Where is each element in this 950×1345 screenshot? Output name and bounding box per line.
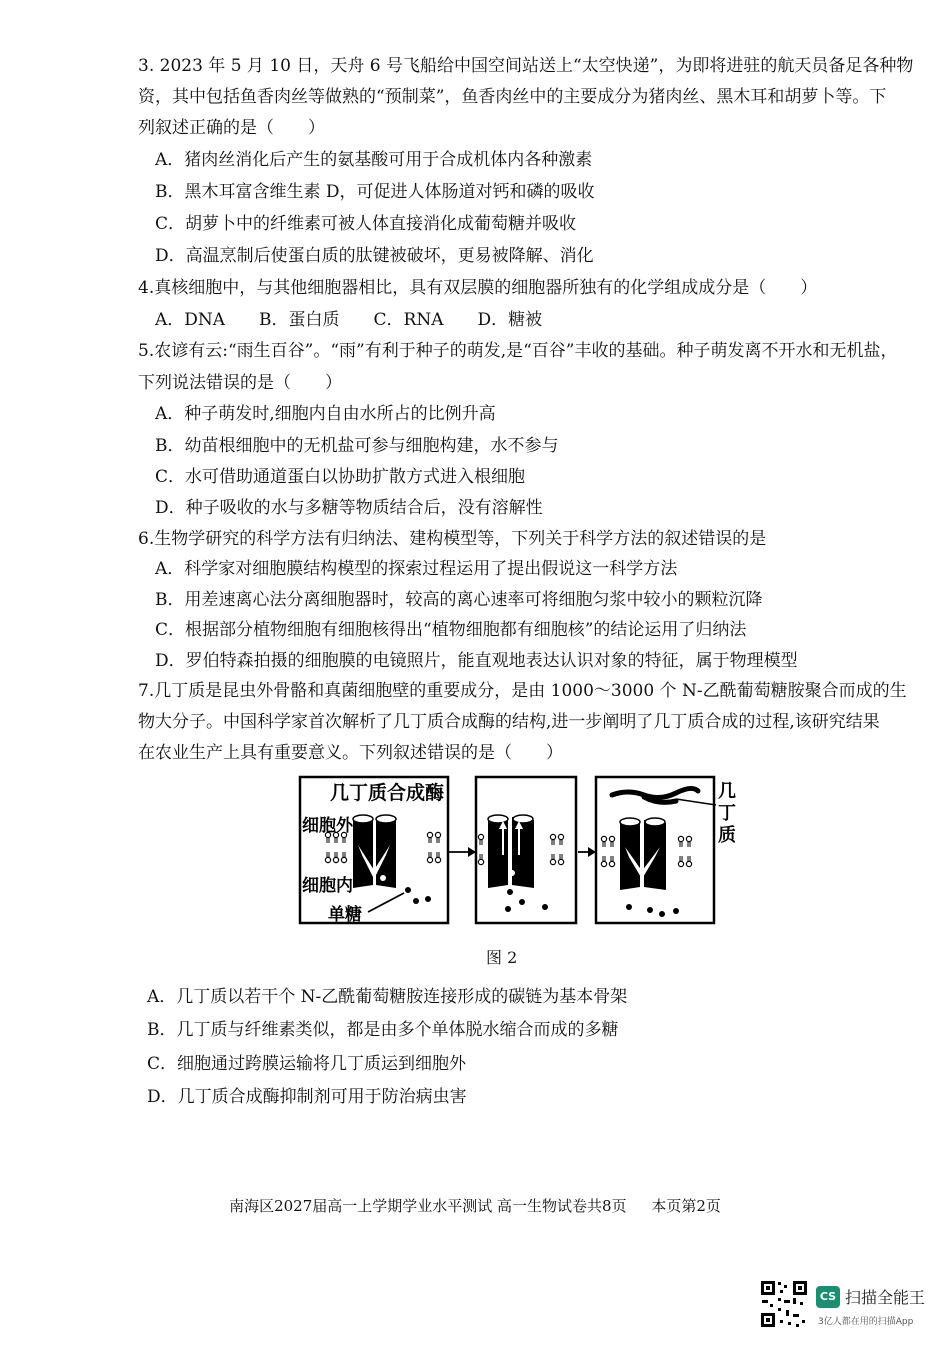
label-chitin-3: 质 xyxy=(718,825,736,846)
q3-option-c: C．胡萝卜中的纤维素可被人体直接消化成葡萄糖并吸收 xyxy=(155,214,577,234)
q3-option-a: A．猪肉丝消化后产生的氨基酸可用于合成机体内各种激素 xyxy=(155,150,593,170)
footer-exam-info: 南海区2027届高一上学期学业水平测试 高一生物试卷共8页 xyxy=(229,1197,627,1215)
q4-options: A．DNA B．蛋白质 C．RNA D．糖被 xyxy=(155,310,543,330)
q3-stem-line-3: 列叙述正确的是（ ） xyxy=(138,118,325,138)
q7-stem-line-2: 物大分子。中国科学家首次解析了几丁质合成酶的结构,进一步阐明了几丁质合成的过程,该研究结果 xyxy=(138,712,880,732)
label-inside: 细胞内 xyxy=(302,876,353,896)
arrow-2 xyxy=(578,847,596,857)
q7-option-d: D．几丁质合成酶抑制剂可用于防治病虫害 xyxy=(147,1087,467,1107)
q3-stem-line-2: 资，其中包括鱼香肉丝等做熟的“预制菜”，鱼香肉丝中的主要成分为猪肉丝、黑木耳和胡萝卜等。下 xyxy=(138,87,887,107)
q5-option-c: C．水可借助通道蛋白以协助扩散方式进入根细胞 xyxy=(155,467,526,487)
q6-option-a: A．科学家对细胞膜结构模型的探索过程运用了提出假说这一科学方法 xyxy=(155,559,678,579)
scanner-logo-icon: CS xyxy=(816,1286,840,1308)
q5-option-a: A．种子萌发时,细胞内自由水所占的比例升高 xyxy=(155,404,496,424)
q6-option-c: C．根据部分植物细胞有细胞核得出“植物细胞都有细胞核”的结论运用了归纳法 xyxy=(155,620,747,640)
label-outside: 细胞外 xyxy=(302,816,353,836)
scanner-tagline: 3亿人都在用的扫描App xyxy=(818,1317,914,1327)
q3-stem-line-1: 3. 2023 年 5 月 10 日，天舟 6 号飞船给中国空间站送上“太空快递”，为即将进驻的航天员备足各种物 xyxy=(138,56,914,76)
q7-option-b: B．几丁质与纤维素类似，都是由多个单体脱水缩合而成的多糖 xyxy=(147,1020,619,1040)
arrow-1 xyxy=(448,847,476,857)
q6-option-b: B．用差速离心法分离细胞器时，较高的离心速率可将细胞匀浆中较小的颗粒沉降 xyxy=(155,590,763,610)
q5-stem-line-2: 下列说法错误的是（ ） xyxy=(138,373,342,393)
figure-caption: 图 2 xyxy=(486,948,518,967)
label-monosaccharide: 单糖 xyxy=(328,905,362,925)
q4-stem: 4.真核细胞中，与其他细胞器相比，具有双层膜的细胞器所独有的化学组成成分是（ ） xyxy=(138,278,818,298)
label-enzyme: 几丁质合成酶 xyxy=(330,782,445,804)
q5-option-d: D．种子吸收的水与多糖等物质结合后，没有溶解性 xyxy=(155,498,543,518)
q7-stem-line-3: 在农业生产上具有重要意义。下列叙述错误的是（ ） xyxy=(138,743,563,763)
q6-option-d: D．罗伯特森拍摄的细胞膜的电镜照片，能直观地表达认识对象的特征，属于物理模型 xyxy=(155,651,798,671)
q3-option-d: D．高温烹制后使蛋白质的肽键被破坏，更易被降解、消化 xyxy=(155,246,594,266)
footer-page-number: 本页第2页 xyxy=(651,1197,721,1215)
q5-option-b: B．幼苗根细胞中的无机盐可参与细胞构建，水不参与 xyxy=(155,436,559,456)
label-chitin-1: 几 xyxy=(718,781,736,802)
qr-code-icon xyxy=(760,1280,808,1328)
page-footer xyxy=(0,1195,950,1216)
q7-stem-line-1: 7.几丁质是昆虫外骨骼和真菌细胞壁的重要成分，是由 1000～3000 个 N-乙酰葡萄糖胺聚合而成的生 xyxy=(138,681,907,701)
chitin-synthesis-figure xyxy=(298,775,748,925)
label-chitin-2: 丁 xyxy=(718,803,736,824)
q6-stem: 6.生物学研究的科学方法有归纳法、建构模型等，下列关于科学方法的叙述错误的是 xyxy=(138,529,767,549)
q7-option-a: A．几丁质以若干个 N-乙酰葡萄糖胺连接形成的碳链为基本骨架 xyxy=(147,987,628,1007)
q7-option-c: C．细胞通过跨膜运输将几丁质运到细胞外 xyxy=(147,1054,467,1074)
q5-stem-line-1: 5.农谚有云:“雨生百谷”。“雨”有利于种子的萌发,是“百谷”丰收的基础。种子萌发离不开水和无机盐， xyxy=(138,341,898,361)
scanner-app-name: 扫描全能王 xyxy=(845,1288,926,1307)
q3-option-b: B．黑木耳富含维生素 D，可促进人体肠道对钙和磷的吸收 xyxy=(155,182,595,202)
